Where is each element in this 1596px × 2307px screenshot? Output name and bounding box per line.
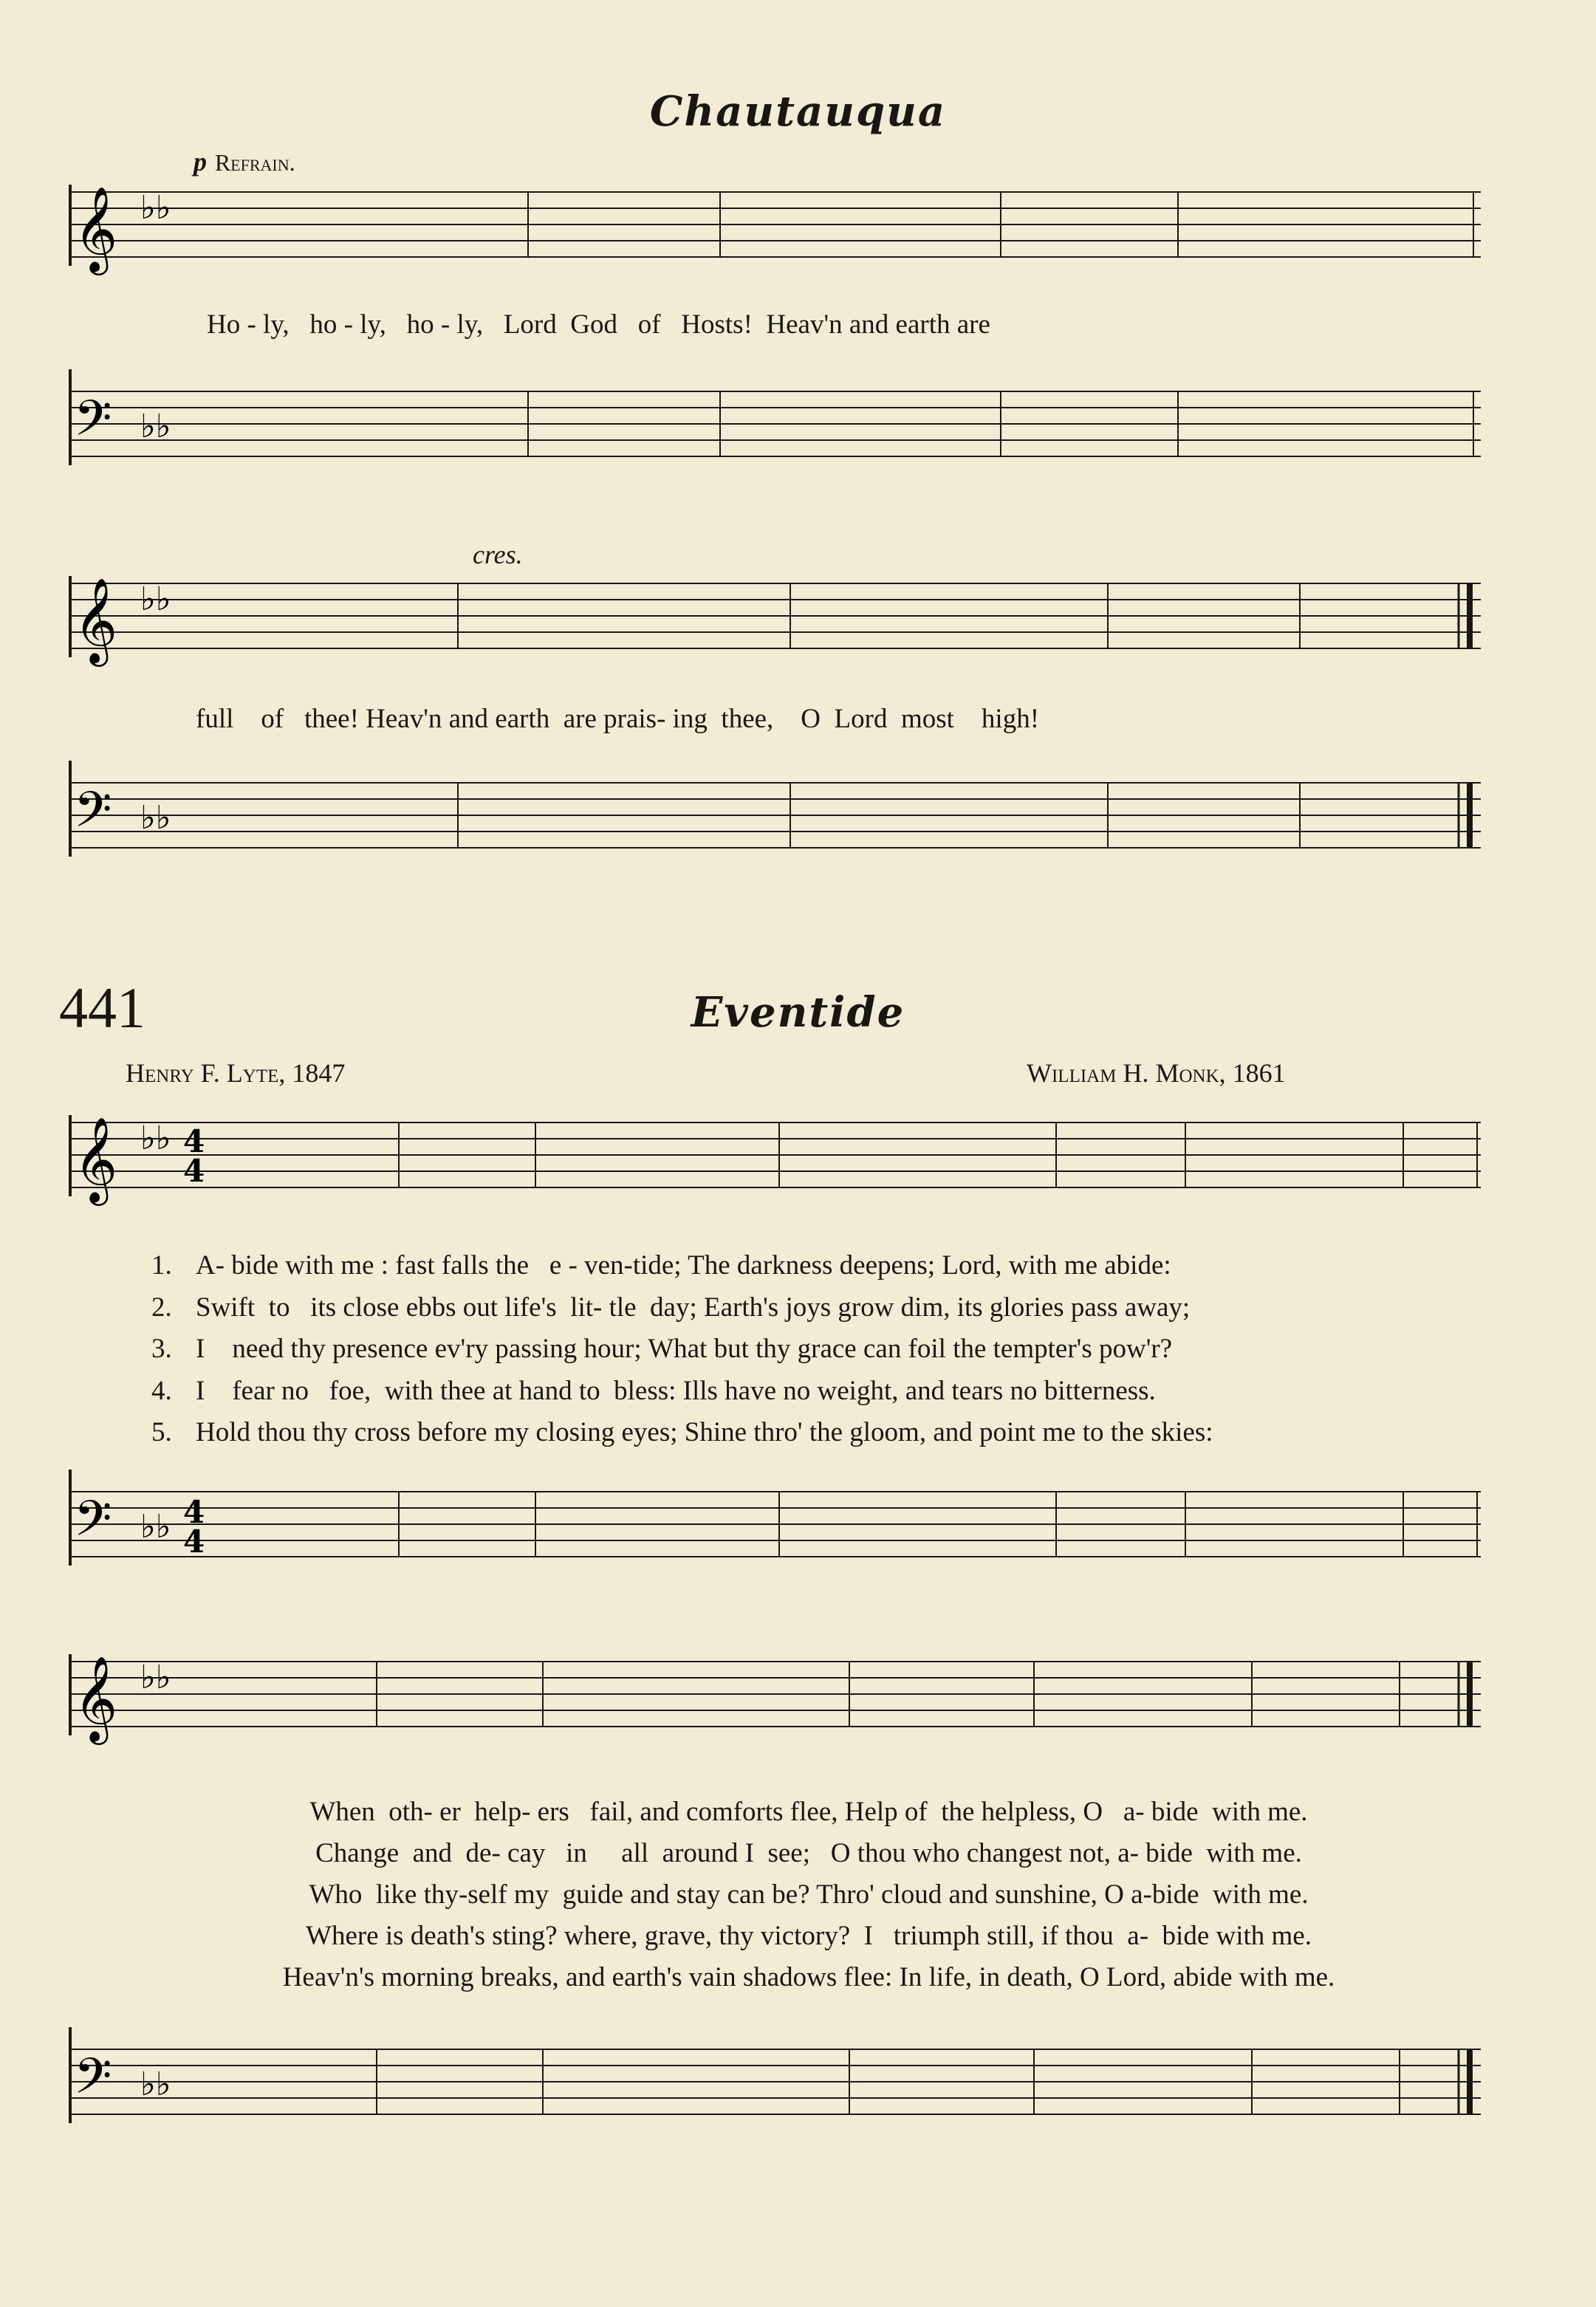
verse-text: Swift to its close ebbs out life's lit- tle day; Earth's joys grow dim, its glories pass away; bbox=[196, 1292, 1191, 1323]
verse-4-line-a bbox=[151, 1371, 1213, 1413]
author-credit: Henry F. Lyte, 1847 bbox=[126, 1058, 346, 1088]
svg-text:𝄢: 𝄢 bbox=[74, 781, 112, 850]
verse-2-line-a bbox=[151, 1287, 1213, 1329]
svg-text:♭♭: ♭♭ bbox=[140, 580, 171, 618]
svg-text:𝄞: 𝄞 bbox=[74, 577, 118, 663]
hymn-number: 441 bbox=[59, 976, 145, 1040]
verse-text: I need thy presence ev'ry passing hour; What but thy grace can foil the tempter's pow'r? bbox=[196, 1334, 1173, 1364]
svg-text:𝄞: 𝄞 bbox=[74, 185, 118, 272]
cres-marking: cres. bbox=[473, 540, 523, 569]
verse-5-line-b: Heav'n's morning breaks, and earth's vain shadows flee: In life, in death, O Lord, abide with me. bbox=[282, 1962, 1335, 1992]
bass-staff-4 bbox=[0, 2027, 1596, 2145]
svg-text:♭♭: ♭♭ bbox=[140, 408, 171, 445]
svg-text:4: 4 bbox=[183, 1123, 205, 1159]
verses-part-2 bbox=[133, 1792, 1484, 1998]
svg-text:𝄢: 𝄢 bbox=[74, 2048, 112, 2116]
svg-text:4: 4 bbox=[183, 1494, 205, 1530]
svg-text:𝄞: 𝄞 bbox=[74, 1116, 118, 1202]
verse-number: 5. bbox=[151, 1417, 172, 1447]
dynamic-marking: p bbox=[193, 147, 207, 176]
verse-1-line-a bbox=[151, 1245, 1213, 1287]
hymn-title-chautauqua: Chautauqua bbox=[649, 87, 947, 136]
verse-3-line-a bbox=[151, 1329, 1213, 1371]
svg-text:♭♭: ♭♭ bbox=[140, 799, 171, 837]
verse-5-line-a bbox=[151, 1412, 1213, 1454]
svg-text:4: 4 bbox=[183, 1523, 205, 1560]
verse-2-line-b: Change and de- cay in all around I see; O thou who changest not, a- bide with me. bbox=[315, 1838, 1302, 1868]
treble-staff-2 bbox=[0, 569, 1596, 687]
svg-text:𝄢: 𝄢 bbox=[74, 1490, 112, 1559]
verse-1-line-b: When oth- er help- ers fail, and comforts flee, Help of the helpless, O a- bide with me. bbox=[309, 1797, 1308, 1827]
verse-number: 2. bbox=[151, 1292, 172, 1323]
verse-number: 4. bbox=[151, 1375, 172, 1406]
svg-text:♭♭: ♭♭ bbox=[140, 2066, 171, 2103]
verse-text: I fear no foe, with thee at hand to bless: Ills have no weight, and tears no bitterness. bbox=[196, 1375, 1156, 1406]
hymn-title-eventide: Eventide bbox=[691, 988, 905, 1037]
svg-text:♭♭: ♭♭ bbox=[140, 1120, 171, 1157]
verse-text: A- bide with me : fast falls the e - ven-tide; The darkness deepens; Lord, with me abide: bbox=[196, 1250, 1171, 1281]
verse-number: 1. bbox=[151, 1250, 172, 1281]
refrain-label bbox=[193, 146, 295, 177]
verses-part-1 bbox=[151, 1245, 1213, 1454]
bass-staff-2 bbox=[0, 761, 1596, 879]
svg-text:♭♭: ♭♭ bbox=[140, 1508, 171, 1546]
verse-3-line-b: Who like thy-self my guide and stay can be? Thro' cloud and sunshine, O a-bide with me. bbox=[309, 1879, 1309, 1910]
treble-staff-4 bbox=[0, 1647, 1596, 1765]
verse-4-line-b: Where is death's sting? where, grave, thy victory? I triumph still, if thou a- bide with me. bbox=[306, 1921, 1312, 1951]
treble-staff-3 bbox=[0, 1108, 1596, 1226]
bass-staff-1 bbox=[0, 369, 1596, 487]
lyrics-line-1: Ho - ly, ho - ly, ho - ly, Lord God of Hosts! Heav'n and earth are bbox=[207, 309, 990, 340]
svg-text:4: 4 bbox=[183, 1153, 205, 1189]
svg-text:𝄞: 𝄞 bbox=[74, 1655, 118, 1741]
verse-number: 3. bbox=[151, 1334, 172, 1364]
refrain-text: Refrain. bbox=[214, 149, 295, 176]
verse-text: Hold thou thy cross before my closing eyes; Shine thro' the gloom, and point me to the skies: bbox=[196, 1417, 1213, 1447]
lyrics-line-2: full of thee! Heav'n and earth are prais- ing thee, O Lord most high! bbox=[196, 704, 1040, 734]
bass-staff-3 bbox=[0, 1470, 1596, 1588]
treble-staff-1 bbox=[0, 177, 1596, 295]
svg-text:♭♭: ♭♭ bbox=[140, 189, 171, 227]
svg-text:𝄢: 𝄢 bbox=[74, 390, 112, 459]
composer-credit: William H. Monk, 1861 bbox=[1027, 1058, 1286, 1088]
svg-text:♭♭: ♭♭ bbox=[140, 1659, 171, 1696]
